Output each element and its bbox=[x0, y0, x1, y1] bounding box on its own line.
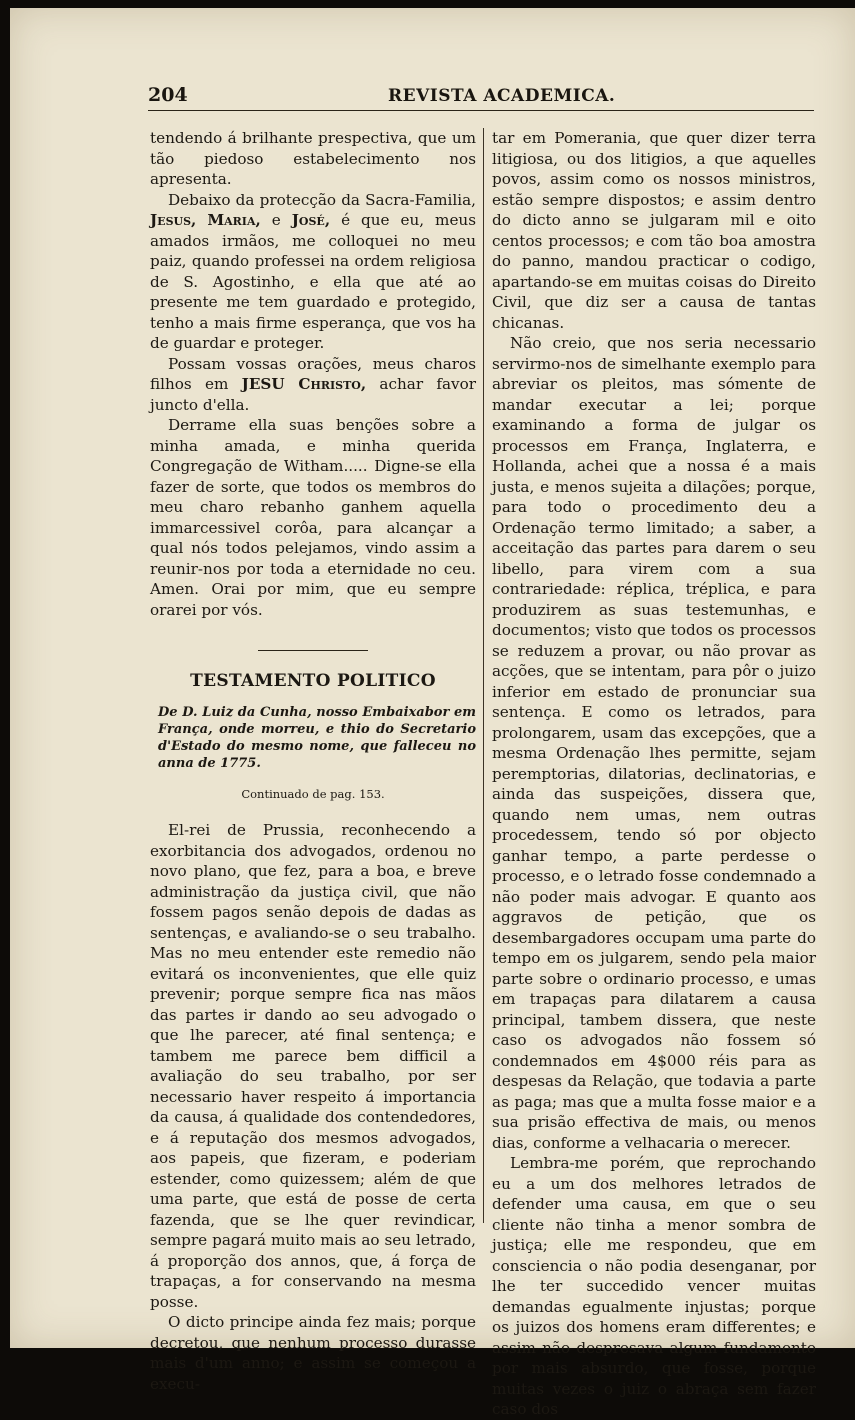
text: e bbox=[271, 211, 281, 229]
paragraph: tendendo á brilhante prespectiva, que um tão piedoso estabelecimento nos apresenta. bbox=[150, 129, 476, 188]
column-divider bbox=[483, 128, 484, 1223]
name-jose: José, bbox=[291, 211, 331, 229]
paragraph: Lembra-me porém, que reprochando eu a um dos melhores letrados de defender uma causa, em que o seu cliente não tinha a menor sombra de justiça; elle me respondeu, que em consciencia o não podia desenganar, por lhe ter succedido vencer muitas demandas egualmente injustas; porque os juizos dos homens eram differentes; e assim não despresava algum fundamento por mais absurdo, que fosse, porque muitas vezes o juiz o abraça sem fazer caso dos bbox=[492, 1154, 816, 1418]
page-number: 204 bbox=[148, 84, 188, 106]
text: é que eu, meus amados irmãos, me colloquei no meu paiz, quando professei na ordem religiosa de S. Agostinho, e ella que até ao presente me tem guardado e protegido, tenho a mais firme esperança, que vos ha de guardar e proteger. bbox=[150, 211, 477, 352]
name-jesu-christo: JESU Christo, bbox=[241, 375, 367, 393]
paragraph: O dicto principe ainda fez mais; porque decretou, que nenhum processo durasse mais d'um anno; e assim se começou a execu- bbox=[150, 1313, 476, 1393]
right-column bbox=[492, 128, 816, 1420]
text: Possam vossas orações, meus charos filhos em bbox=[150, 354, 476, 393]
paragraph: tar em Pomerania, que quer dizer terra litigiosa, ou dos litigios, a que aquelles povos, assim como os nossos ministros, estão sempre dispostos; e assim dentro do dicto anno se julgaram mil e oito centos processos; e com tão boa amostra do panno, mandou practicar o codigo, apartando-se em muitas coisas do Direito Civil, que diz ser a causa de tantas chicanas. bbox=[492, 129, 816, 332]
name-jesus: Jesus, bbox=[150, 211, 197, 229]
continued-note: Continuado de pag. 153. bbox=[241, 786, 385, 801]
paragraph: El-rei de Prussia, reconhecendo a exorbitancia dos advogados, ordenou no novo plano, que fez, para a boa, e breve administração da justiça civil, que não fossem pagos senão depois de dadas as sentenças, e avaliando-se o seu trabalho. Mas no meu entender este remedio não evitará os inconvenientes, que elle quiz prevenir; porque sempre fica nas mãos das partes ir dando ao seu advogado o que lhe parecer, até final sentença; e tambem me parece bem difficil a avaliação do seu trabalho, por ser necessario haver respeito á importancia da causa, á qualidade dos contendedores, e á reputação dos mesmos advogados, aos papeis, que fizeram, e poderiam estender, como quizessem; além de que uma parte, que está de posse de certa fazenda, que se lhe quer revindicar, sempre pagará muito mais ao seu letrado, á proporção dos annos, que, á força de trapaças, a for conservando na mesma posse. bbox=[150, 821, 476, 1311]
section-subtitle: De D. Luiz da Cunha, nosso Embaixabor em França, onde morreu, e thio do Secretario d'Estado do mesmo nome, que falleceu no anna de 1775. bbox=[158, 704, 476, 771]
text: Debaixo da protecção da Sacra-Familia, bbox=[168, 190, 476, 209]
paragraph: Derrame ella suas benções sobre a minha amada, e minha querida Congregação de Witham..... Digne-se ella fazer de sorte, que todos os membros do meu charo rebanho ganhem aquella immarcessivel corôa, para alcançar a qual nós todos pelejamos, vindo assim a reunir-nos por toda a eternidade no ceu. Amen. Orai por mim, que eu sempre orarei por vós. bbox=[150, 416, 476, 619]
paragraph bbox=[150, 354, 476, 416]
section-divider bbox=[258, 650, 368, 651]
text: achar favor juncto d'ella. bbox=[150, 375, 477, 414]
paragraph bbox=[150, 190, 476, 354]
paragraph: Não creio, que nos seria necessario servirmo-nos de simelhante exemplo para abreviar os pleitos, mas sómente de mandar executar a lei; porque examinando a forma de julgar os processos em França, Inglaterra, e Hollanda, achei que a nossa é a mais justa, e menos sujeita a dilações; porque, para todo o procedimento deu a Ordenação termo limitado; a saber, a acceitação das partes para darem o seu libello, para virem com a sua contrariedade: réplica, tréplica, e para produzirem as suas testemunhas, e documentos; visto que todos os processos se reduzem a provar, ou não provar as acções, que se intentam, para pôr o juizo inferior em estado de pronunciar sua sentença. E como os letrados, para prolongarem, usam das excepções, que a mesma Ordenação lhes permitte, sejam peremptorias, dilatorias, declinatorias, e ainda das suspeições, dissera que, quando nem umas, nem outras procedessem, tendo só por objecto ganhar tempo, a parte perdesse o processo, e o letrado fosse condemnado a não poder mais advogar. E quanto aos aggravos de petição, que os desembargadores occupam uma parte do tempo em os julgarem, sendo pela maior parte sobre o ordinario processo, e umas em trapaças para dilatarem a causa principal, tambem dissera, que neste caso os advogados não fossem só condemnados em 4$000 réis para as despesas da Relação, que todavia a parte as paga; mas que a multa fosse maior e a sua prisão effectiva de mais, ou menos dias, conforme a velhacaria o merecer. bbox=[492, 334, 816, 1152]
page-header bbox=[148, 82, 814, 111]
running-title: REVISTA ACADEMICA. bbox=[388, 86, 616, 106]
section-title: TESTAMENTO POLITICO bbox=[190, 671, 436, 691]
left-column bbox=[150, 128, 476, 1394]
name-maria: Maria, bbox=[207, 211, 261, 229]
